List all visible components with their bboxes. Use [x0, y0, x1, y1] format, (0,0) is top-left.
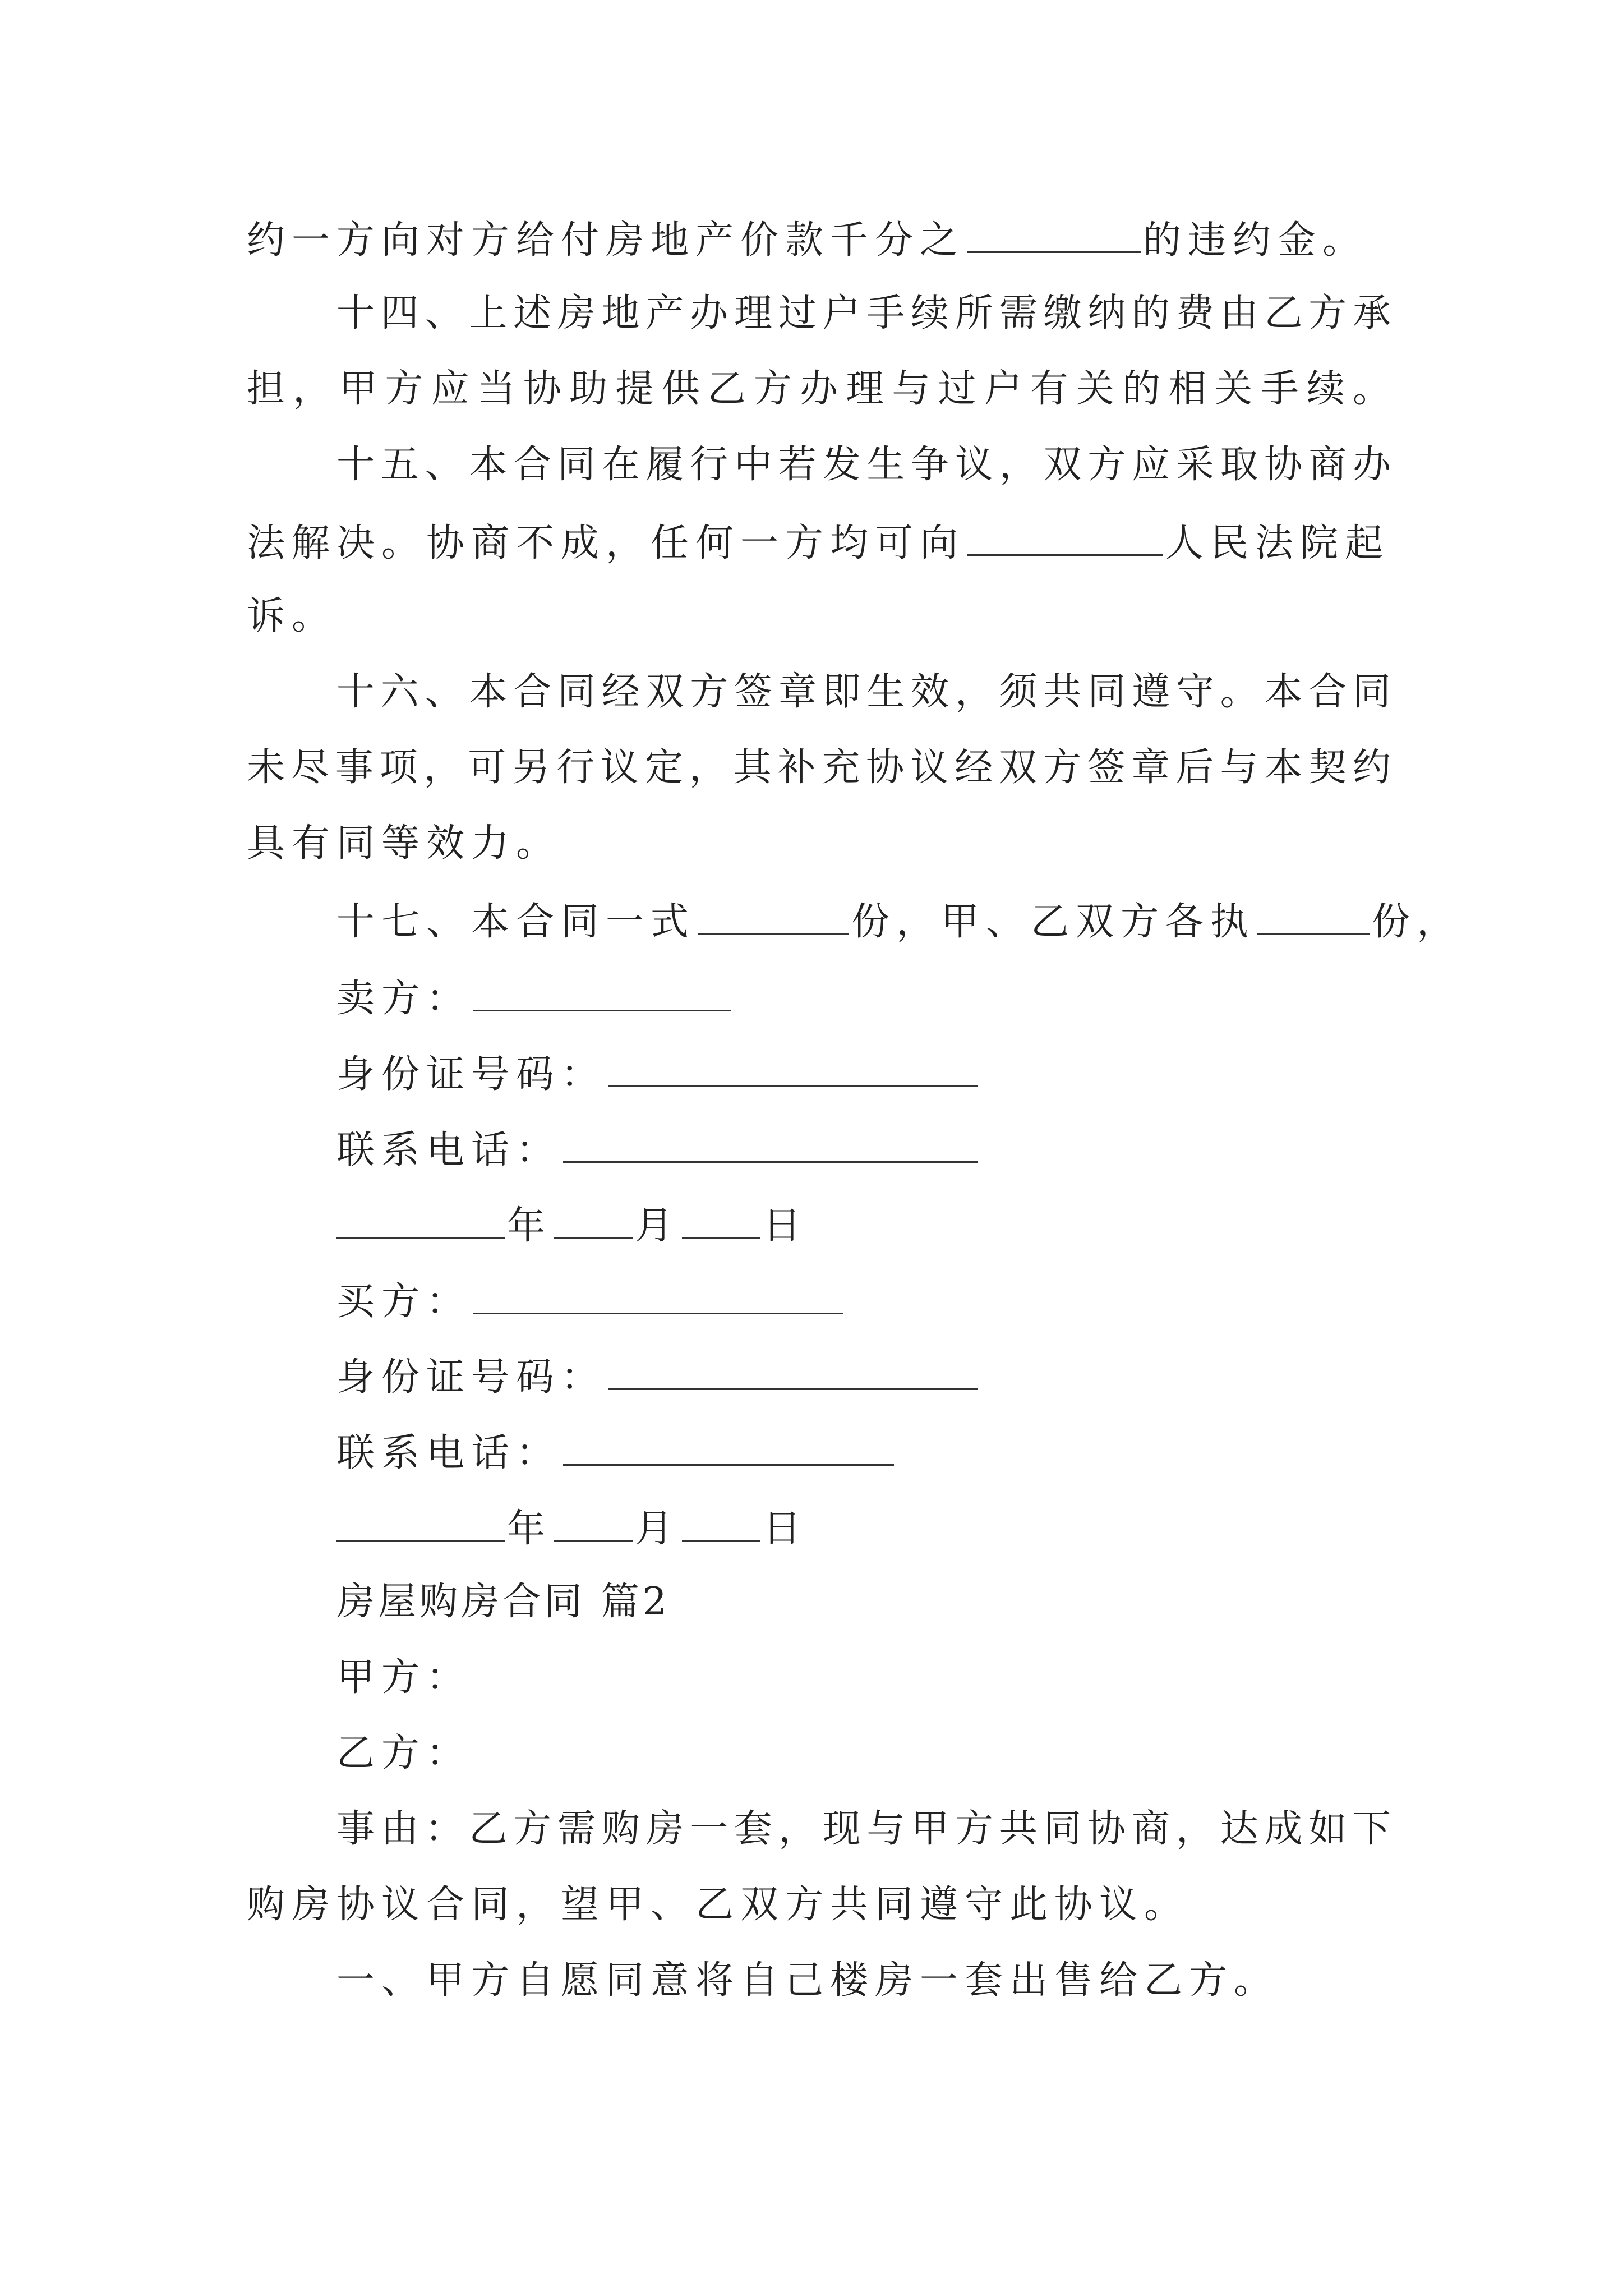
buyer-id-label: 身份证号码： — [336, 1355, 606, 1400]
month-label: 月 — [635, 1506, 680, 1551]
buyer-label: 买方： — [336, 1279, 472, 1324]
day-label: 日 — [763, 1203, 808, 1248]
clause-15-text: 法解决。协商不成，任何一方均可向 — [247, 521, 965, 565]
seller-row — [336, 976, 1481, 1021]
year-label: 年 — [507, 1506, 552, 1551]
clause-16-line-2: 未尽事项，可另行议定，其补充协议经双方签章后与本契约 — [247, 746, 1391, 790]
clause-15-line-2 — [247, 522, 1391, 563]
party-a-label: 甲方： — [336, 1655, 472, 1700]
buyer-phone-row — [336, 1432, 1481, 1473]
seller-year-blank[interactable] — [336, 1204, 505, 1239]
seller-phone-blank[interactable] — [563, 1129, 978, 1163]
court-name-blank[interactable] — [967, 522, 1163, 556]
buyer-phone-label: 联系电话： — [336, 1430, 561, 1475]
buyer-year-blank[interactable] — [336, 1507, 505, 1542]
seller-month-blank[interactable] — [554, 1204, 633, 1239]
penalty-rate-blank[interactable] — [967, 219, 1141, 253]
buyer-phone-blank[interactable] — [563, 1432, 894, 1466]
clause-17-text-end: 份， — [1372, 899, 1462, 944]
month-label: 月 — [635, 1203, 680, 1248]
seller-label: 卖方： — [336, 976, 472, 1021]
clause-16-line-3: 具有同等效力。 — [247, 821, 561, 866]
year-label: 年 — [507, 1203, 552, 1248]
buyer-row — [336, 1279, 1481, 1324]
buyer-month-blank[interactable] — [554, 1507, 633, 1542]
clause-17-text: 十七、本合同一式 — [336, 899, 696, 944]
party-b-label: 乙方： — [336, 1731, 472, 1775]
clause-15-line-3: 诉。 — [247, 594, 337, 638]
seller-id-label: 身份证号码： — [336, 1052, 606, 1097]
section-2-title: 房屋购房合同 篇2 — [336, 1580, 670, 1624]
seller-id-row — [336, 1052, 1481, 1097]
seller-phone-row — [336, 1129, 1481, 1170]
clause-16-line-1: 十六、本合同经双方签章即生效，须共同遵守。本合同 — [336, 670, 1391, 714]
clause-14-line-2: 担，甲方应当协助提供乙方办理与过户有关的相关手续。 — [247, 367, 1391, 411]
copies-each-blank[interactable] — [1257, 900, 1370, 935]
day-label: 日 — [763, 1506, 808, 1551]
clause-13-tail — [247, 218, 1391, 263]
seller-phone-label: 联系电话： — [336, 1128, 561, 1172]
clause-15-text-end: 人民法院起 — [1165, 521, 1390, 565]
buyer-id-blank[interactable] — [608, 1356, 978, 1390]
reason-line-1: 事由：乙方需购房一套，现与甲方共同协商，达成如下 — [336, 1807, 1391, 1851]
buyer-id-row — [336, 1355, 1481, 1400]
seller-date-row — [336, 1203, 1481, 1248]
copies-total-blank[interactable] — [698, 900, 849, 935]
clause-17 — [336, 899, 1481, 944]
buyer-date-row — [336, 1506, 1481, 1551]
buyer-name-blank[interactable] — [473, 1280, 843, 1314]
clause-13-text: 约一方向对方给付房地产价款千分之 — [247, 218, 965, 263]
reason-line-2: 购房协议合同，望甲、乙双方共同遵守此协议。 — [247, 1883, 1189, 1927]
seller-day-blank[interactable] — [682, 1204, 760, 1239]
seller-id-blank[interactable] — [608, 1053, 978, 1087]
clause-13-text-end: 的违约金。 — [1143, 218, 1368, 263]
clause-15-line-1: 十五、本合同在履行中若发生争议，双方应采取协商办 — [336, 443, 1391, 487]
clause-14-line-1: 十四、上述房地产办理过户手续所需缴纳的费由乙方承 — [336, 291, 1391, 335]
clause-1: 一、甲方自愿同意将自己楼房一套出售给乙方。 — [336, 1958, 1279, 2003]
clause-17-text-mid: 份，甲、乙双方各执 — [851, 899, 1256, 944]
buyer-day-blank[interactable] — [682, 1507, 760, 1542]
seller-name-blank[interactable] — [473, 977, 731, 1011]
